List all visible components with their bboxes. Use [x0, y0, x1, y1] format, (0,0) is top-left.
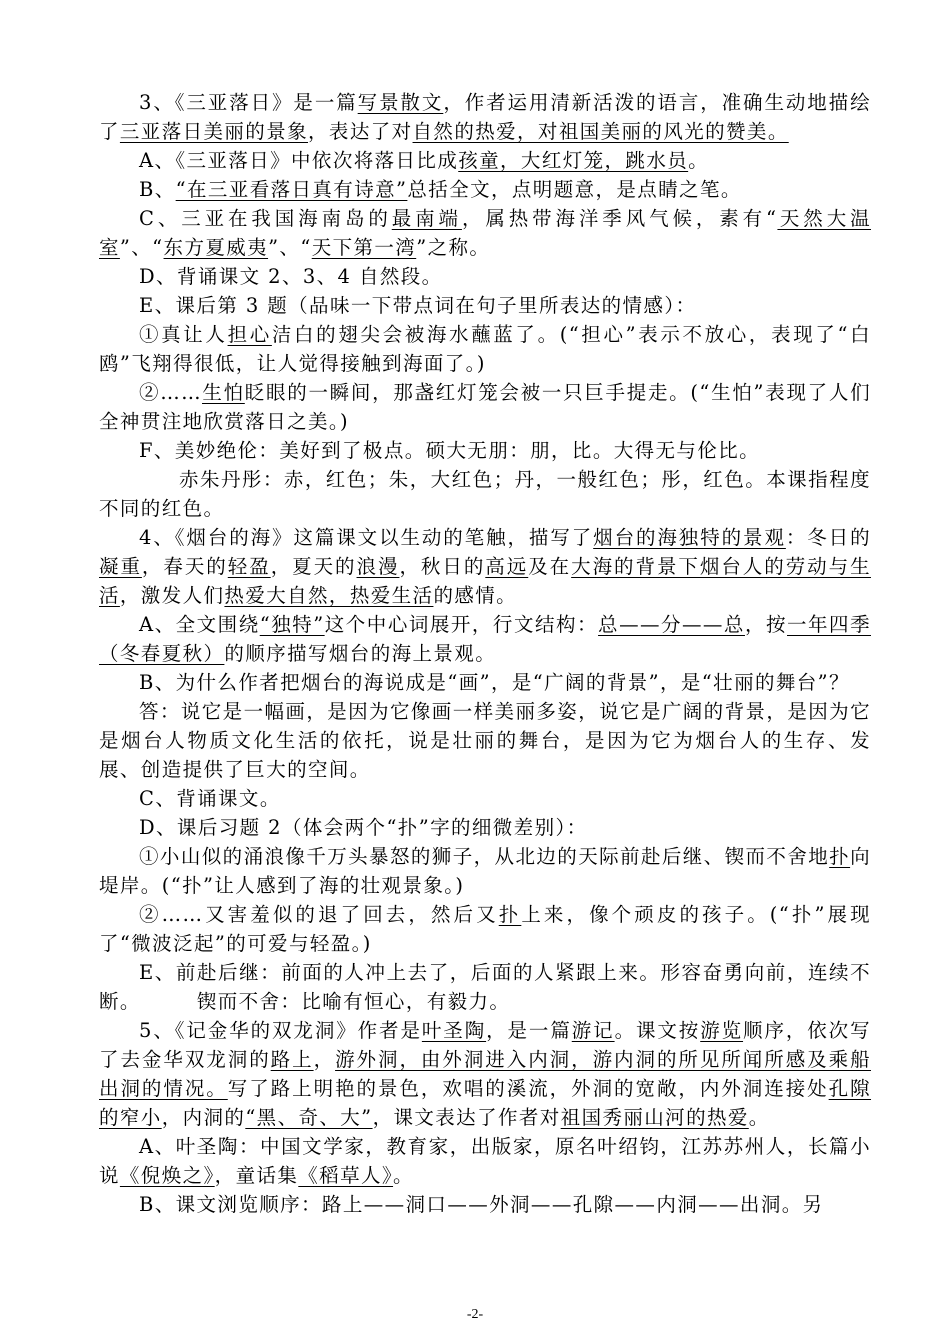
paragraph: [99, 784, 871, 813]
underlined-text: 天下第一湾: [311, 236, 417, 259]
text-run: 洁白的翅尖会被海水蘸蓝了。(“担心”表示不放心，表现了“白鸥”飞翔得很低，让人觉得接触到海面了。): [99, 323, 871, 375]
text-run: ，作者运用清新活泼的语言，准确生动地描绘了: [99, 91, 871, 143]
text-run: 写了路上明艳的景色，欢唱的溪流，外洞的宽敞，内外洞连接处: [227, 1077, 829, 1100]
text-run: 顺序，依次写了去金华双龙洞的: [99, 1019, 871, 1071]
text-run: D、课后习题 2（体会两个“扑”字的细微差别）：: [139, 816, 588, 839]
paragraph: [99, 436, 871, 465]
paragraph: [99, 88, 871, 146]
text-run: ①真让人: [139, 323, 228, 346]
paragraph: [99, 291, 871, 320]
text-run: C、三亚在我国海南岛的: [139, 207, 392, 230]
text-run: 锲而不舍：比喻有恒心，有毅力。: [196, 990, 511, 1013]
underlined-text: 路上: [270, 1048, 314, 1071]
text-run: 3、《三亚落日》是一篇: [139, 91, 358, 114]
text-run: 5、《记金华的双龙洞》作者是: [139, 1019, 422, 1042]
text-run: 向堤岸。(“扑”让人感到了海的壮观景象。): [99, 845, 871, 897]
text-run: 的感情。: [433, 584, 518, 607]
paragraph: [99, 320, 871, 378]
paragraph: [99, 697, 871, 784]
underlined-text: 孩童，大红灯笼，跳水员: [458, 149, 689, 172]
page-number: -2-: [466, 1307, 484, 1322]
text-run: ，按: [744, 613, 788, 636]
text-run: B、: [139, 178, 176, 201]
text-run: F、美妙绝伦：美好到了极点。硕大无朋：朋，比。大得无与伦比。: [139, 439, 761, 462]
text-run: 总括全文，点明题意，是点睛之笔。: [407, 178, 742, 201]
paragraph: [99, 378, 871, 436]
underlined-text: 孔隙的窄小: [99, 1077, 872, 1129]
underlined-text: 自然的热爱，对祖国美丽的风光的赞美。: [412, 120, 789, 143]
text-run: A、叶圣陶：中国文学家，教育家，出版家，原名叶绍钧，江苏苏州人，长篇小说: [99, 1135, 871, 1187]
paragraph: [99, 465, 871, 523]
paragraph: [99, 204, 871, 262]
text-run: ，春天的: [141, 555, 228, 578]
underlined-text: 祖国秀丽山河的热爱: [560, 1106, 749, 1129]
underlined-text: 东方夏威夷: [163, 236, 269, 259]
underlined-text: 生怕: [202, 381, 245, 404]
text-run: A、《三亚落日》中依次将落日比成: [139, 149, 459, 172]
underlined-text: 凝重: [99, 555, 142, 578]
underlined-text: 天然大温室: [99, 207, 871, 259]
text-run: ，是一篇: [486, 1019, 572, 1042]
text-run: ，夏天的: [270, 555, 357, 578]
text-run: 。: [688, 149, 710, 172]
underlined-text: 扑: [498, 903, 522, 926]
text-run: B、课文浏览顺序：路上——洞口——外洞——孔隙——内洞——出洞。另: [139, 1193, 824, 1216]
underlined-text: 扑: [829, 845, 851, 868]
text-run: 答：说它是一幅画，是因为它像画一样美丽多姿，说它是广阔的背景，是因为它是烟台人物质文化生活的依托，说是壮丽的舞台，是因为它为烟台人的生存、发展、创造提供了巨大的空间。: [99, 700, 871, 781]
text-run: ”之称。: [416, 236, 491, 259]
text-run: ，激发人们: [119, 584, 225, 607]
text-run: 。课文按: [614, 1019, 701, 1042]
underlined-text: 《稻草人》: [298, 1164, 394, 1187]
text-run: 。: [748, 1106, 770, 1129]
underlined-text: 热爱大自然，热爱生活: [224, 584, 434, 607]
text-run: 的顺序描写烟台的海上景观。: [224, 642, 497, 665]
paragraph: [99, 1016, 871, 1132]
paragraph: [99, 813, 871, 842]
underlined-text: 游外洞，由外洞进入内洞，游内洞的所见所闻所感及乘船出洞的情况。: [99, 1048, 871, 1100]
text-run: ，表达了对: [308, 120, 413, 143]
underlined-text: 最南端: [391, 207, 462, 230]
text-run: ，童话集: [214, 1164, 299, 1187]
underlined-text: “在三亚看落日真有诗意”: [175, 178, 408, 201]
text-run: 4、《烟台的海》这篇课文以生动的笔触，描写了: [139, 526, 594, 549]
text-run: C、背诵课文。: [139, 787, 281, 810]
paragraph: [99, 1132, 871, 1190]
underlined-text: 浪漫: [356, 555, 400, 578]
paragraph: [99, 958, 871, 1016]
underlined-text: 游览: [700, 1019, 744, 1042]
paragraph: [99, 610, 871, 668]
paragraph: [99, 668, 871, 697]
text-run: E、前赴后继：前面的人冲上去了，后面的人紧跟上来。形容奋勇向前，连续不断。: [99, 961, 871, 1013]
underlined-text: “独特”: [259, 613, 325, 636]
text-run: D、背诵课文 2、3、4 自然段。: [139, 265, 443, 288]
paragraph: [99, 1190, 871, 1219]
underlined-text: “黑、奇、大”: [245, 1106, 373, 1129]
underlined-text: 总——分——总: [598, 613, 745, 636]
text-run: 这个中心词展开，行文结构：: [324, 613, 599, 636]
paragraph: [99, 146, 871, 175]
paragraph: [99, 842, 871, 900]
underlined-text: 写景散文: [357, 91, 444, 114]
underlined-text: 轻盈: [227, 555, 271, 578]
text-run: ，内洞的: [161, 1106, 246, 1129]
underlined-text: 《倪焕之》: [119, 1164, 215, 1187]
underlined-text: 大海的背景下烟台人的劳动与生活: [99, 555, 871, 607]
text-run: 眨眼的一瞬间，那盏红灯笼会被一只巨手提走。(“生怕”表现了人们全神贯注地欣赏落日之美。): [99, 381, 871, 433]
text-run: ，: [313, 1048, 336, 1071]
text-run: A、全文围绕: [139, 613, 260, 636]
underlined-text: 担心: [227, 323, 272, 346]
text-run: 上来，像个顽皮的孩子。(“扑”展现了“微波泛起”的可爱与轻盈。): [99, 903, 871, 955]
text-run: 赤朱丹彤：赤，红色；朱，大红色；丹，一般红色；彤，红色。本课指程度不同的红色。: [99, 468, 871, 520]
text-run: ，属热带海洋季风气候，素有“: [461, 207, 778, 230]
text-run: B、为什么作者把烟台的海说成是“画”，是“广阔的背景”，是“壮丽的舞台”？: [139, 671, 850, 694]
text-run: 及在: [528, 555, 572, 578]
text-run: ，秋日的: [399, 555, 486, 578]
paragraph: [99, 175, 871, 204]
paragraph: [99, 523, 871, 610]
text-run: E、课后第 3 题（品味一下带点词在句子里所表达的情感）：: [139, 294, 697, 317]
paragraph: [99, 900, 871, 958]
text-run: ：冬日的: [785, 526, 871, 549]
underlined-text: 一年四季（冬春夏秋）: [99, 613, 871, 665]
text-run: ①小山似的涌浪像千万头暴怒的狮子，从北边的天际前赴后继、锲而不舍地: [139, 845, 830, 868]
paragraph: [99, 262, 871, 291]
text-run: ②……: [139, 381, 203, 404]
underlined-text: 高远: [485, 555, 529, 578]
text-run: 。: [393, 1164, 414, 1187]
text-run: ”、“: [119, 236, 164, 259]
text-run: ”、“: [268, 236, 312, 259]
underlined-text: 游记: [571, 1019, 615, 1042]
text-run: ，课文表达了作者对: [372, 1106, 561, 1129]
document-body: [99, 88, 871, 1219]
underlined-text: 三亚落日美丽的景象: [119, 120, 309, 143]
text-run: ②……又害羞似的退了回去，然后又: [139, 903, 499, 926]
underlined-text: 叶圣陶: [421, 1019, 487, 1042]
underlined-text: 烟台的海独特的景观: [593, 526, 786, 549]
